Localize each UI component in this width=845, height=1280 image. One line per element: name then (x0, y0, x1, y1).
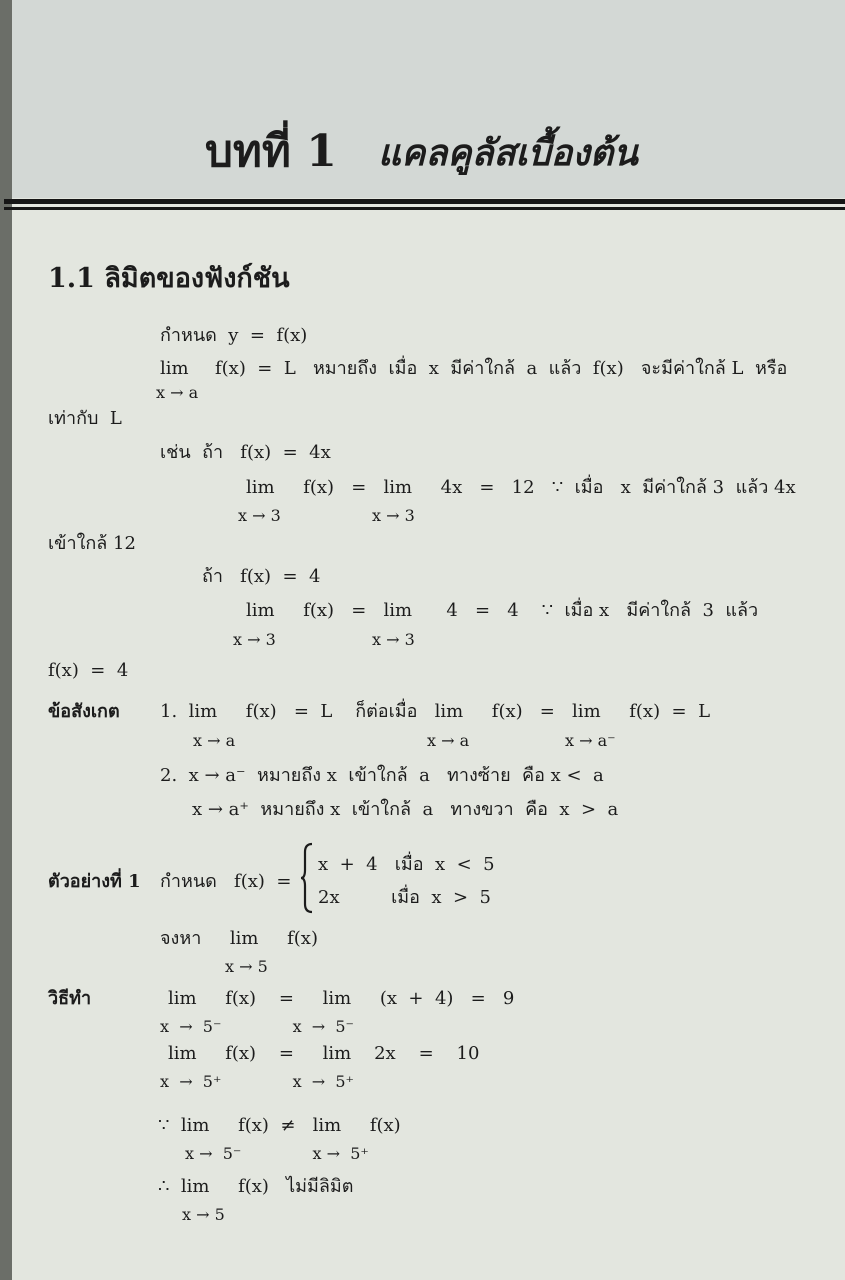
example-b-subscript-right: x → 3 (372, 630, 415, 649)
note-1-subscript-1: x → a (193, 731, 236, 750)
piecewise-case-1: x + 4 เมื่อ x < 5 (318, 854, 495, 875)
example-1-label: ตัวอย่างที่ 1 (48, 871, 141, 892)
example-b-intro: ถ้า f(x) = 4 (202, 566, 321, 587)
solution-line-3: ∵ lim f(x) ≠ lim f(x) (158, 1115, 401, 1136)
note-2a: 2. x → a⁻ หมายถึง x เข้าใกล้ a ทางซ้าย คือ x < a (160, 765, 604, 786)
solution-line-1-subscripts: x → 5⁻ x → 5⁻ (160, 1017, 354, 1036)
example-a-intro: เช่น ถ้า f(x) = 4x (160, 442, 331, 463)
chapter-title: แคลคูลัสเบื้องต้น (378, 132, 638, 174)
solution-line-2-subscripts: x → 5⁺ x → 5⁺ (160, 1072, 354, 1091)
definition-statement: f(x) = L หมายถึง เมื่อ x มีค่าใกล้ a แล้ว f(x) จะมีค่าใกล้ L หรือ (215, 358, 788, 379)
example-1-find-subscript: x → 5 (225, 957, 268, 976)
book-spine-shadow (0, 0, 12, 1280)
example-a-line: lim f(x) = lim 4x = 12 ∵ เมื่อ x มีค่าใกล้ 3 แล้ว 4x (246, 477, 796, 498)
definition-subscript: x → a (156, 383, 199, 402)
solution-line-3-subscripts: x → 5⁻ x → 5⁺ (185, 1144, 369, 1163)
chapter-number: บทที่ 1 (205, 126, 337, 177)
definition-given: กำหนด y = f(x) (160, 325, 308, 346)
definition-lim: lim (160, 358, 189, 379)
solution-line-4: ∴ lim f(x) ไม่มีลิมิต (158, 1176, 354, 1197)
header-rule-thin (4, 207, 845, 210)
piecewise-brace (300, 842, 314, 914)
example-b-continuation: f(x) = 4 (48, 660, 129, 681)
note-1-subscript-3: x → a⁻ (565, 731, 616, 750)
example-1-find: จงหา lim f(x) (160, 928, 318, 949)
notes-label: ข้อสังเกต (48, 701, 120, 722)
example-b-subscript-left: x → 3 (233, 630, 276, 649)
note-2b: x → a⁺ หมายถึง x เข้าใกล้ a ทางขวา คือ x > a (192, 799, 619, 820)
example-1-given: กำหนด f(x) = (160, 871, 292, 892)
solution-line-2: lim f(x) = lim 2x = 10 (168, 1043, 480, 1064)
definition-continuation: เท่ากับ L (48, 408, 122, 429)
solution-label: วิธีทำ (48, 988, 92, 1009)
piecewise-case-2: 2x เมื่อ x > 5 (318, 887, 491, 908)
example-b-line: lim f(x) = lim 4 = 4 ∵ เมื่อ x มีค่าใกล้ 3 แล้ว (246, 600, 759, 621)
note-1-subscript-2: x → a (427, 731, 470, 750)
note-1: 1. lim f(x) = L ก็ต่อเมื่อ lim f(x) = lim f(x) = L (160, 701, 711, 722)
example-a-subscript-left: x → 3 (238, 506, 281, 525)
example-a-subscript-right: x → 3 (372, 506, 415, 525)
solution-line-1: lim f(x) = lim (x + 4) = 9 (168, 988, 515, 1009)
header-rule-thick (4, 199, 845, 204)
section-title: 1.1 ลิมิตของฟังก์ชัน (48, 263, 290, 294)
solution-line-4-subscript: x → 5 (182, 1205, 225, 1224)
example-a-continuation: เข้าใกล้ 12 (48, 533, 136, 554)
